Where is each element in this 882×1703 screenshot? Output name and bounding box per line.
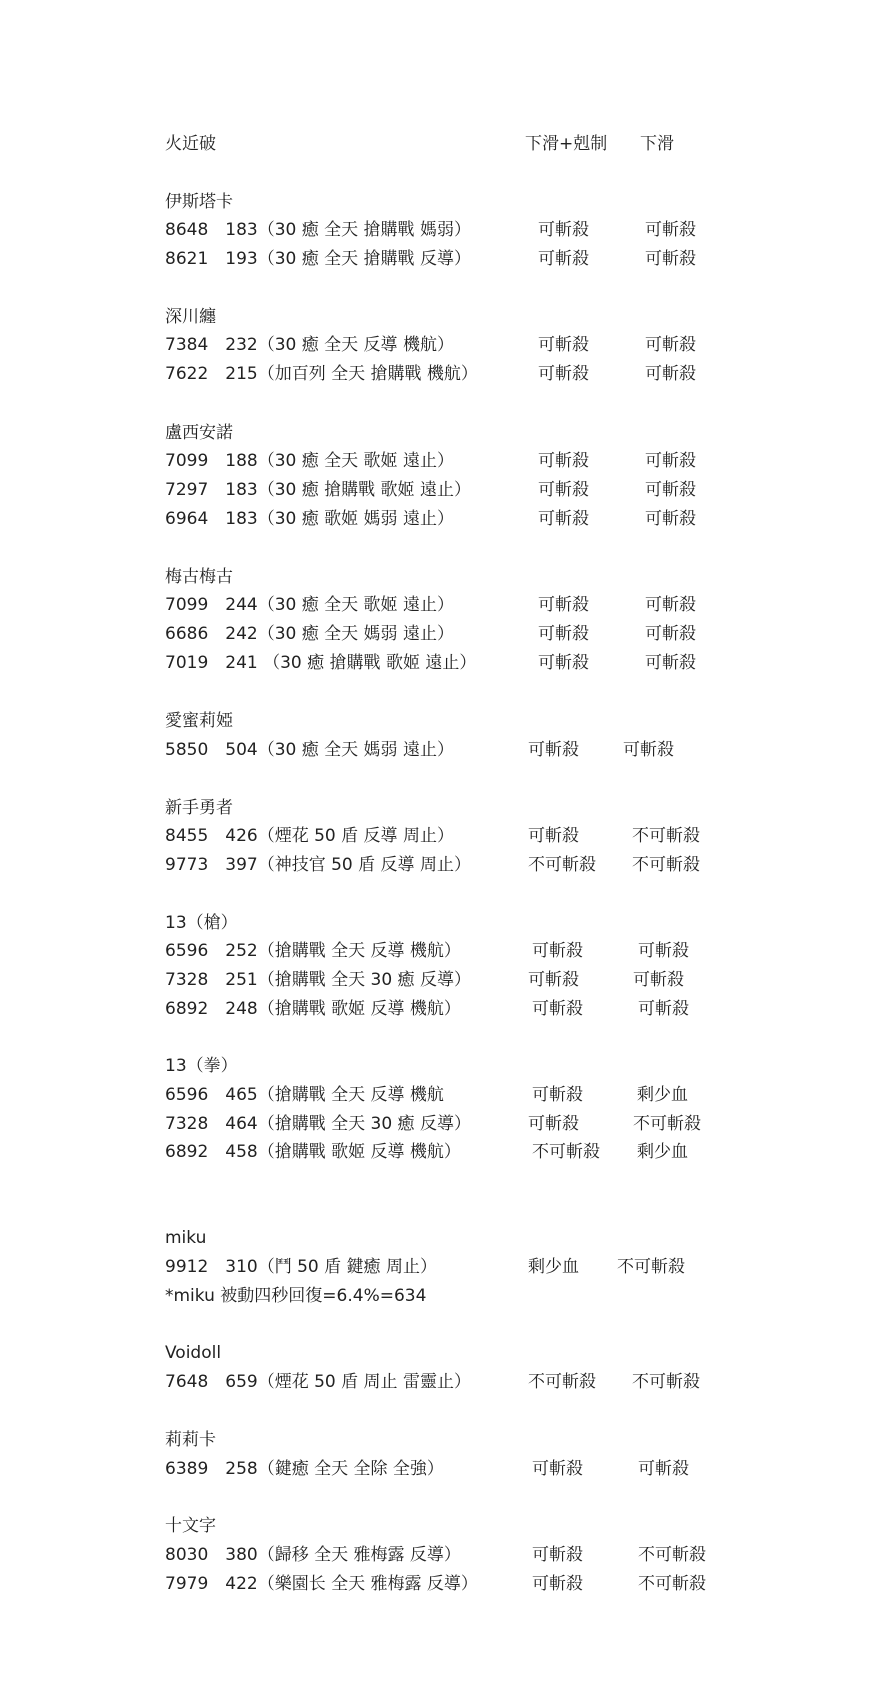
character-name: 盧西安諾	[165, 423, 233, 443]
result-slide-counter: 剩少血	[528, 1257, 579, 1277]
result-slide-counter: 可斬殺	[538, 335, 589, 355]
stat-text: 8030 380（歸移 全天 雅梅露 反導）	[165, 1545, 461, 1565]
table-row	[0, 1368, 882, 1396]
result-slide-counter: 可斬殺	[538, 653, 589, 673]
table-row	[0, 591, 882, 619]
table-row	[0, 966, 882, 994]
header-row	[0, 130, 882, 158]
result-slide: 可斬殺	[645, 653, 696, 673]
result-slide-counter: 可斬殺	[528, 970, 579, 990]
stat-text: 7019 241 （30 癒 搶購戰 歌姬 遠止）	[165, 653, 477, 673]
table-row	[0, 360, 882, 388]
stat-text: 7979 422（樂園长 全天 雅梅露 反導）	[165, 1574, 478, 1594]
result-slide-counter: 可斬殺	[532, 1574, 583, 1594]
stat-text: 6964 183（30 癒 歌姬 媽弱 遠止）	[165, 509, 454, 529]
result-slide: 不可斬殺	[632, 826, 700, 846]
table-row	[0, 505, 882, 533]
stat-text: 6892 248（搶購戰 歌姬 反導 機航）	[165, 999, 461, 1019]
stat-text: 9912 310（鬥 50 盾 鍵癒 周止）	[165, 1257, 437, 1277]
section-heading-13-fist	[0, 1052, 882, 1080]
result-slide-counter: 可斬殺	[538, 364, 589, 384]
stat-text: 6389 258（鍵癒 全天 全除 全強）	[165, 1459, 444, 1479]
stat-text: 7648 659（煙花 50 盾 周止 雷靈止）	[165, 1372, 471, 1392]
document-title: 火近破	[165, 134, 216, 154]
column-header-slide-counter: 下滑+剋制	[525, 134, 608, 154]
result-slide-counter: 可斬殺	[538, 220, 589, 240]
column-header-slide: 下滑	[640, 134, 674, 154]
result-slide-counter: 可斬殺	[532, 941, 583, 961]
result-slide-counter: 可斬殺	[538, 509, 589, 529]
result-slide: 可斬殺	[638, 999, 689, 1019]
result-slide: 可斬殺	[645, 220, 696, 240]
result-slide: 可斬殺	[638, 941, 689, 961]
result-slide-counter: 可斬殺	[538, 249, 589, 269]
table-row	[0, 1110, 882, 1138]
stat-text: 9773 397（神技官 50 盾 反導 周止）	[165, 855, 471, 875]
character-name: 13（槍）	[165, 913, 238, 933]
stat-text: 6892 458（搶購戰 歌姬 反導 機航）	[165, 1142, 461, 1162]
result-slide: 不可斬殺	[632, 855, 700, 875]
result-slide: 可斬殺	[645, 624, 696, 644]
stat-text: 7328 464（搶購戰 全天 30 癒 反導）	[165, 1114, 471, 1134]
section-heading-lilica	[0, 1426, 882, 1454]
section-heading-emilia	[0, 707, 882, 735]
stat-text: 8621 193（30 癒 全天 搶購戰 反導）	[165, 249, 471, 269]
result-slide-counter: 可斬殺	[532, 999, 583, 1019]
character-name: miku	[165, 1228, 207, 1248]
table-row	[0, 447, 882, 475]
table-row	[0, 995, 882, 1023]
result-slide: 剩少血	[637, 1142, 688, 1162]
result-slide: 剩少血	[637, 1085, 688, 1105]
result-slide-counter: 可斬殺	[538, 595, 589, 615]
result-slide: 不可斬殺	[632, 1372, 700, 1392]
stat-text: 8648 183（30 癒 全天 搶購戰 媽弱）	[165, 220, 471, 240]
note-row	[0, 1282, 882, 1310]
result-slide-counter: 可斬殺	[538, 624, 589, 644]
table-row	[0, 476, 882, 504]
character-name: Voidoll	[165, 1343, 222, 1363]
stat-text: 8455 426（煙花 50 盾 反導 周止）	[165, 826, 454, 846]
table-row	[0, 1253, 882, 1281]
section-heading-lucciano	[0, 419, 882, 447]
character-name: 梅古梅古	[165, 567, 233, 587]
result-slide-counter: 可斬殺	[532, 1085, 583, 1105]
result-slide-counter: 不可斬殺	[532, 1142, 600, 1162]
stat-text: 7297 183（30 癒 搶購戰 歌姬 遠止）	[165, 480, 471, 500]
character-name: 13（拳）	[165, 1056, 238, 1076]
result-slide: 可斬殺	[623, 740, 674, 760]
result-slide: 不可斬殺	[617, 1257, 685, 1277]
character-name: 伊斯塔卡	[165, 192, 233, 212]
section-heading-miku	[0, 1224, 882, 1252]
table-row	[0, 245, 882, 273]
table-row	[0, 1138, 882, 1166]
table-row	[0, 822, 882, 850]
result-slide-counter: 可斬殺	[532, 1545, 583, 1565]
character-name: 新手勇者	[165, 798, 233, 818]
section-heading-crusader	[0, 1512, 882, 1540]
result-slide: 可斬殺	[645, 480, 696, 500]
result-slide: 可斬殺	[645, 364, 696, 384]
table-row	[0, 331, 882, 359]
table-row	[0, 1455, 882, 1483]
character-name: 愛蜜莉婭	[165, 711, 233, 731]
miku-passive-note: *miku 被動四秒回復=6.4%=634	[165, 1286, 427, 1306]
result-slide: 可斬殺	[645, 335, 696, 355]
result-slide: 可斬殺	[638, 1459, 689, 1479]
stat-text: 6596 252（搶購戰 全天 反導 機航）	[165, 941, 461, 961]
result-slide: 可斬殺	[645, 451, 696, 471]
result-slide: 不可斬殺	[638, 1545, 706, 1565]
table-row	[0, 937, 882, 965]
result-slide-counter: 可斬殺	[532, 1459, 583, 1479]
stat-text: 6596 465（搶購戰 全天 反導 機航	[165, 1085, 444, 1105]
section-heading-istaka	[0, 188, 882, 216]
character-name: 十文字	[165, 1516, 216, 1536]
result-slide-counter: 可斬殺	[528, 826, 579, 846]
table-row	[0, 216, 882, 244]
table-row	[0, 1570, 882, 1598]
result-slide: 可斬殺	[645, 509, 696, 529]
stat-text: 7384 232（30 癒 全天 反導 機航）	[165, 335, 454, 355]
result-slide: 可斬殺	[633, 970, 684, 990]
section-heading-13-gun	[0, 909, 882, 937]
result-slide-counter: 不可斬殺	[528, 855, 596, 875]
result-slide-counter: 可斬殺	[538, 451, 589, 471]
table-row	[0, 851, 882, 879]
stat-text: 5850 504（30 癒 全天 媽弱 遠止）	[165, 740, 454, 760]
stat-text: 6686 242（30 癒 全天 媽弱 遠止）	[165, 624, 454, 644]
result-slide: 不可斬殺	[633, 1114, 701, 1134]
result-slide-counter: 可斬殺	[528, 740, 579, 760]
table-row	[0, 736, 882, 764]
result-slide: 可斬殺	[645, 249, 696, 269]
table-row	[0, 649, 882, 677]
character-name: 深川纏	[165, 307, 216, 327]
stat-text: 7328 251（搶購戰 全天 30 癒 反導）	[165, 970, 471, 990]
result-slide-counter: 不可斬殺	[528, 1372, 596, 1392]
stat-text: 7099 188（30 癒 全天 歌姬 遠止）	[165, 451, 454, 471]
result-slide: 可斬殺	[645, 595, 696, 615]
character-name: 莉莉卡	[165, 1430, 216, 1450]
section-heading-fukagawa	[0, 303, 882, 331]
result-slide-counter: 可斬殺	[538, 480, 589, 500]
table-row	[0, 1081, 882, 1109]
section-heading-meguri	[0, 563, 882, 591]
stat-text: 7622 215（加百列 全天 搶購戰 機航）	[165, 364, 478, 384]
table-row	[0, 620, 882, 648]
stat-text: 7099 244（30 癒 全天 歌姬 遠止）	[165, 595, 454, 615]
section-heading-novice	[0, 794, 882, 822]
table-row	[0, 1541, 882, 1569]
result-slide-counter: 可斬殺	[528, 1114, 579, 1134]
section-heading-voidoll	[0, 1339, 882, 1367]
result-slide: 不可斬殺	[638, 1574, 706, 1594]
